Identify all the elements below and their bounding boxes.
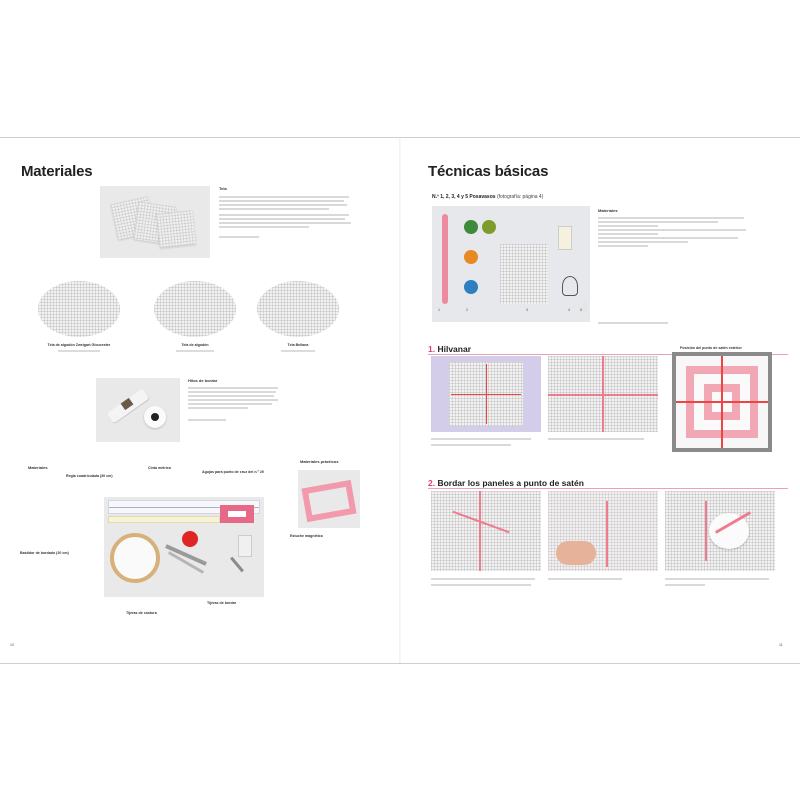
item-cinta: Cinta métrica	[148, 466, 171, 470]
item-estuche: Estuche magnético	[290, 534, 323, 538]
fabric-swatch-2-label: Tela de algodón	[181, 343, 209, 347]
step-2-caption	[548, 438, 644, 440]
project-photo-ref: (fotografía: página 4)	[496, 194, 544, 200]
fabric-swatch-2-sublabel	[176, 350, 214, 352]
tools-photo	[104, 497, 264, 597]
fabric-swatch-3	[257, 281, 339, 337]
fabric-swatch-1	[38, 281, 120, 337]
project-name: Posavasos	[469, 194, 496, 200]
photo-number-5: 5	[580, 308, 582, 312]
hilos-heading: Hilos de bordar	[188, 378, 218, 383]
fabric-swatch-2	[154, 281, 236, 337]
hilvanar-photo-1	[431, 356, 541, 432]
satin-chart-title: Posición del punto de satén exterior	[680, 346, 742, 350]
materiales-heading: Materiales	[598, 208, 618, 213]
photo-number-3: 3	[526, 308, 528, 312]
item-bastidor: Bastidor de bordado (20 cm)	[20, 551, 69, 555]
step-1-caption-b	[431, 444, 511, 446]
tela-heading: Tela	[219, 186, 227, 191]
photo-number-1: 1	[438, 308, 440, 312]
tela-photo	[100, 186, 210, 258]
hilos-photo	[96, 378, 180, 442]
tela-text-block	[219, 194, 354, 264]
hilvanar-diagram	[548, 356, 658, 432]
fabric-swatch-1-label: Tela de algodón Zweigart Gloucester	[47, 343, 111, 347]
satin-chart	[672, 352, 772, 452]
section-2-rule	[428, 488, 788, 489]
item-tijeras-bordar: Tijeras de bordar	[207, 601, 237, 605]
step-5-caption-a	[665, 578, 769, 580]
item-regla: Regla cuadriculada (30 cm)	[66, 474, 113, 478]
materiales-photo-numbers	[438, 308, 598, 314]
materiales-practicos-label: Materiales prácticos	[300, 459, 339, 464]
section-1-heading	[428, 344, 471, 354]
step-5-caption-b	[665, 584, 705, 586]
page-title-materiales: Materiales	[21, 163, 93, 180]
page-number-right: 11	[779, 643, 783, 647]
hilos-text-block	[188, 385, 280, 430]
page-number-left: 10	[10, 643, 14, 647]
section-1-title: Hilvanar	[437, 344, 472, 354]
grafico-reference-1	[598, 322, 668, 324]
step-3-caption-a	[431, 578, 535, 580]
step-4-caption	[548, 578, 622, 580]
section-2-title: Bordar los paneles a punto de satén	[437, 478, 584, 488]
materiales-list	[598, 215, 748, 263]
project-subtitle	[432, 194, 543, 200]
satin-step-3-photo	[665, 491, 775, 571]
fabric-swatch-3-label: Tela Bellana	[287, 343, 309, 347]
step-3-caption-b	[431, 584, 531, 586]
satin-step-1-photo	[431, 491, 541, 571]
item-agujas: Agujas para punto de cruz del n.º 20	[202, 470, 264, 474]
fabric-swatch-1-sublabel	[58, 350, 100, 352]
page-fold	[399, 138, 401, 663]
section-2-number: 2.	[428, 478, 436, 488]
materiales-photo	[432, 206, 590, 322]
project-numbers: N.º 1, 2, 3, 4 y 5	[432, 194, 469, 200]
section-2-heading	[428, 478, 584, 488]
spread-bottom-border	[0, 663, 800, 664]
photo-number-2: 2	[466, 308, 468, 312]
section-1-number: 1.	[428, 344, 436, 354]
page-title-tecnicas: Técnicas básicas	[428, 163, 549, 180]
photo-number-4: 4	[568, 308, 570, 312]
satin-step-2-photo	[548, 491, 658, 571]
materiales-label: Materiales	[28, 465, 48, 470]
estuche-photo	[298, 470, 360, 528]
step-1-caption-a	[431, 438, 531, 440]
fabric-swatch-3-sublabel	[281, 350, 315, 352]
item-tijeras-costura: Tijeras de costura	[126, 611, 157, 615]
